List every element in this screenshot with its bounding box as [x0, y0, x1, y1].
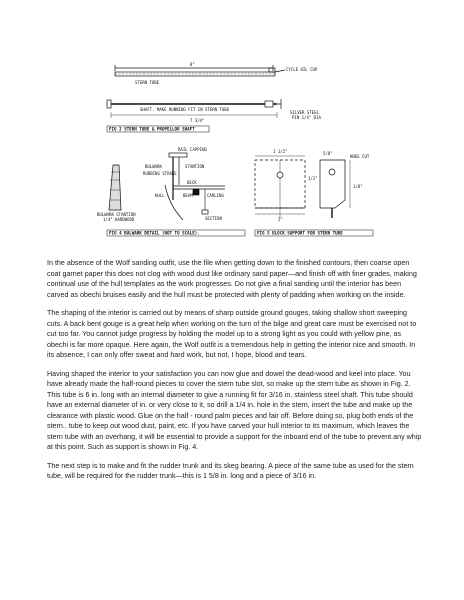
dim-e-label: 1/8" — [353, 184, 363, 189]
pin-dia-label: PIN 1/4" DIA — [292, 115, 321, 120]
block-support-drawing — [255, 156, 350, 218]
hardwood-label: 1/4" HARDWOOD — [103, 217, 135, 222]
stantion-label: STANTION — [185, 164, 205, 169]
fig2-caption: FIG 2 STERN TUBE & PROPELLOR SHAFT — [109, 126, 195, 132]
beam-label: BEAM — [183, 193, 193, 198]
deck-label: DECK — [187, 180, 197, 185]
fig5-caption: FIG 5 BLOCK SUPPORT FOR STERN TUBE — [257, 230, 343, 236]
cycle-oil-cup-label: CYCLE OIL CUP — [286, 67, 318, 72]
dim-shaft-label: 7 3/4" — [190, 118, 205, 123]
bulwark-stantion-label: BULWARK STANTION — [97, 212, 136, 217]
stern-tube-drawing — [115, 65, 285, 76]
shaft-label: SHAFT. MAKE RUNNING FIT IN STERN TUBE — [140, 107, 230, 112]
dim-c-label: 1/2" — [308, 176, 318, 181]
dim-a-label: 1 1/2" — [273, 149, 288, 154]
technical-drawing-svg — [95, 60, 385, 245]
bulwark-detail-drawing — [109, 153, 225, 220]
paragraph: The shaping of the interior is carried out by means of sharp outside ground gouges, taking shallow short sweeping cuts. A back bent gouge is a great help when working on the turn of the bilge and great care must be exercised not to cut too far. You cannot judge progress by holding the model up to a strong light as you could with yellow pine, as obechi is far more opaque. Here again, the Wolf outfit is a tremendous help in getting the interior nice and smooth. In its absence, I can only offer sweat and hard work, but not, I hope, blood and tears. — [47, 309, 417, 359]
paragraph: Having shaped the interior to your satisfaction you can now glue and dowel the dead-wood and keel into place. You have already made the half-round pieces to cover the stern tube slot, so make up the stern tube as shown in Fig. 2. This tube is 6 in. long with an internal diameter to give a running fit for 3/16 in. stainless steel shaft. This tube should have an external diameter of in. or very close to it, so drill a 1/4 in. hole in the stern, insert the tube and make up the clearance with plastic wood. Glue on the half - round palm pieces and fair off. Before doing so, plug both ends of the stern.. tube to keep out wood dust, paint, etc. If you have carved your hull interior to its maximum, which leaves the stern tube with an overhang, it will be essential to provide a support for the inboard end of the tube to prevent any whip at this point. Such as support is shown in Fig. 4. — [47, 369, 422, 451]
dim-top-label: 8" — [190, 62, 195, 67]
stern-tube-label: STERN TUBE — [135, 80, 160, 85]
silver-steel-label: SILVER STEEL — [290, 110, 319, 115]
bulwark-label: BULWARK — [145, 164, 162, 169]
rubbing-strake-label: RUBBING STRAKE — [143, 171, 177, 176]
paragraph: The next step is to make and fit the rudder trunk and its skeg bearing. A piece of the same tube as used for the stern tube, will be required for the rudder trunk—this is 1 5/8 in. long and a piece of 3/16 in. — [47, 461, 414, 480]
dim-b-label: 5/8" — [323, 151, 333, 156]
paragraph: In the absence of the Wolf sanding outfit, use the file when getting down to the finished contours, then coarse open coat garnet paper this does not clog with wood dust like ordinary sand paper—and finish off with finer grades, making continual use of the hull templates as the work progresses. Do not give a final sanding until the interior has been carved as obechi bruises easily and the hull must be protected with plenty of padding when working on the inside. — [47, 259, 417, 299]
hull-label: HULL — [155, 193, 165, 198]
article-body — [47, 258, 422, 490]
knee-cut-label: KNEE CUT — [350, 154, 370, 159]
fig4-caption: FIG 4 BULWARK DETAIL (NOT TO SCALE). — [109, 230, 200, 236]
section-label: SECTION — [205, 216, 222, 221]
carling-label: CARLING — [207, 193, 224, 198]
dim-d-label: 2" — [278, 217, 283, 222]
technical-drawing — [95, 60, 385, 245]
rail-capping-label: RAIL CAPPING — [178, 147, 207, 152]
